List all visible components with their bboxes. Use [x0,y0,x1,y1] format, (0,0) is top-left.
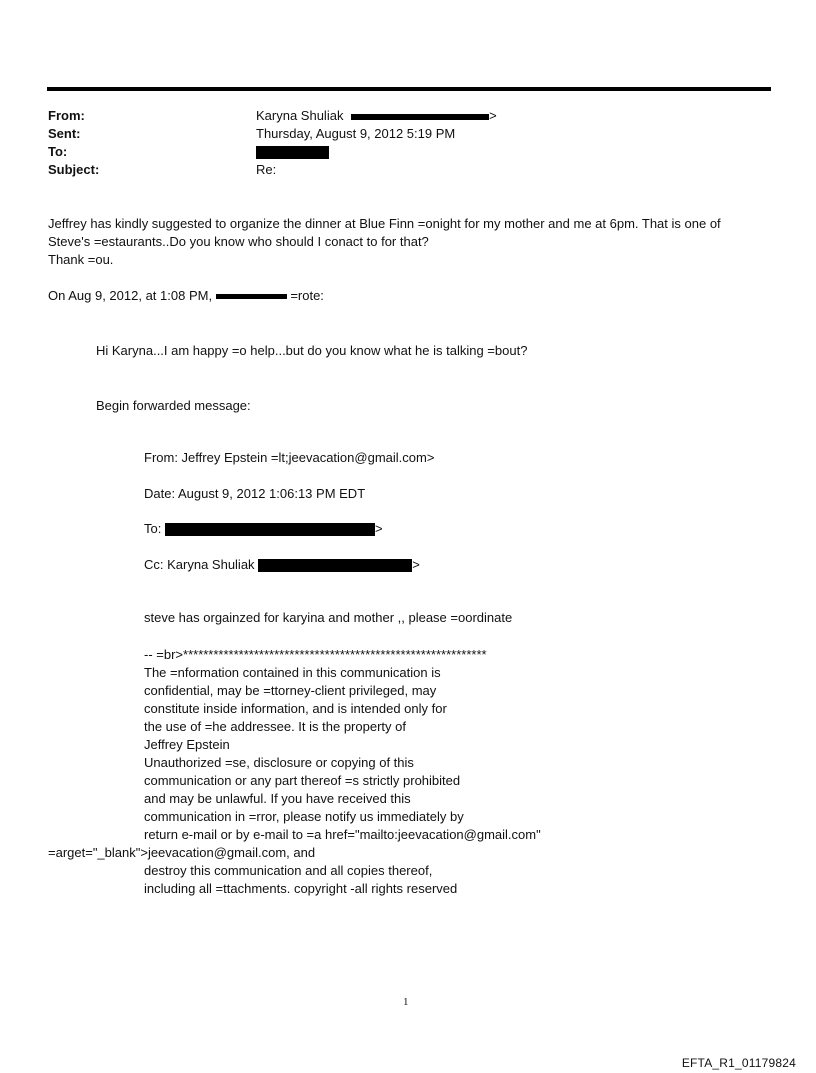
disclaimer-line: Jeffrey Epstein [144,737,230,752]
body-line: Steve's =estaurants..Do you know who should I conact to for that? [48,234,429,249]
disclaimer-line: and may be unlawful. If you have received this [144,791,411,806]
sent-value: Thursday, August 9, 2012 5:19 PM [256,126,456,141]
quoted-line: Hi Karyna...I am happy =o help...but do you know what he is talking =bout? [96,343,528,358]
header-rule [47,87,771,91]
fwd-message: steve has orgainzed for karyina and mother ,, please =oordinate [144,610,513,625]
redaction-bar [216,294,287,299]
subject-value: Re: [256,162,277,177]
disclaimer-line: communication or any part thereof =s strictly prohibited [144,773,461,788]
bates-number: EFTA_R1_01179824 [681,1056,796,1070]
disclaimer-line: return e-mail or by e-mail to =a href="mailto:jeevacation@gmail.com" [144,827,541,842]
subject-label: Subject: [48,162,100,177]
disclaimer-line: the use of =he addressee. It is the property of [144,719,406,734]
disclaimer-line: destroy this communication and all copies thereof, [144,863,433,878]
body-line: Thank =ou. [48,252,114,267]
from-label: From: [48,108,85,123]
sent-label: Sent: [48,126,81,141]
from-value: Karyna Shuliak > [256,108,497,123]
reply-attribution: On Aug 9, 2012, at 1:08 PM, =rote: [48,288,324,303]
begin-forward: Begin forwarded message: [96,398,251,413]
body-line: Jeffrey has kindly suggested to organize the dinner at Blue Finn =onight for my mother and me at 6pm. That is one of [48,216,721,231]
disclaimer-line: confidential, may be =ttorney-client privileged, may [144,683,437,698]
redaction-bar [256,146,329,159]
redaction-bar [165,523,375,536]
fwd-from: From: Jeffrey Epstein =lt;jeevacation@gmail.com> [144,450,435,465]
fwd-cc: Cc: Karyna Shuliak > [144,557,420,572]
redaction-bar [351,114,489,120]
redaction-bar [258,559,412,572]
disclaimer-line: constitute inside information, and is intended only for [144,701,447,716]
fwd-to: To: > [144,521,383,536]
fwd-date: Date: August 9, 2012 1:06:13 PM EDT [144,486,366,501]
separator-line: -- =br>************************************************************ [144,647,487,662]
disclaimer-line: communication in =rror, please notify us immediately by [144,809,464,824]
to-label: To: [48,144,68,159]
disclaimer-line: The =nformation contained in this communication is [144,665,441,680]
to-value [256,143,329,161]
disclaimer-line: Unauthorized =se, disclosure or copying of this [144,755,414,770]
page-number: 1 [403,996,409,1008]
disclaimer-line: including all =ttachments. copyright -all rights reserved [144,881,458,896]
disclaimer-wrap-line: =arget="_blank">jeevacation@gmail.com, and [48,845,316,860]
